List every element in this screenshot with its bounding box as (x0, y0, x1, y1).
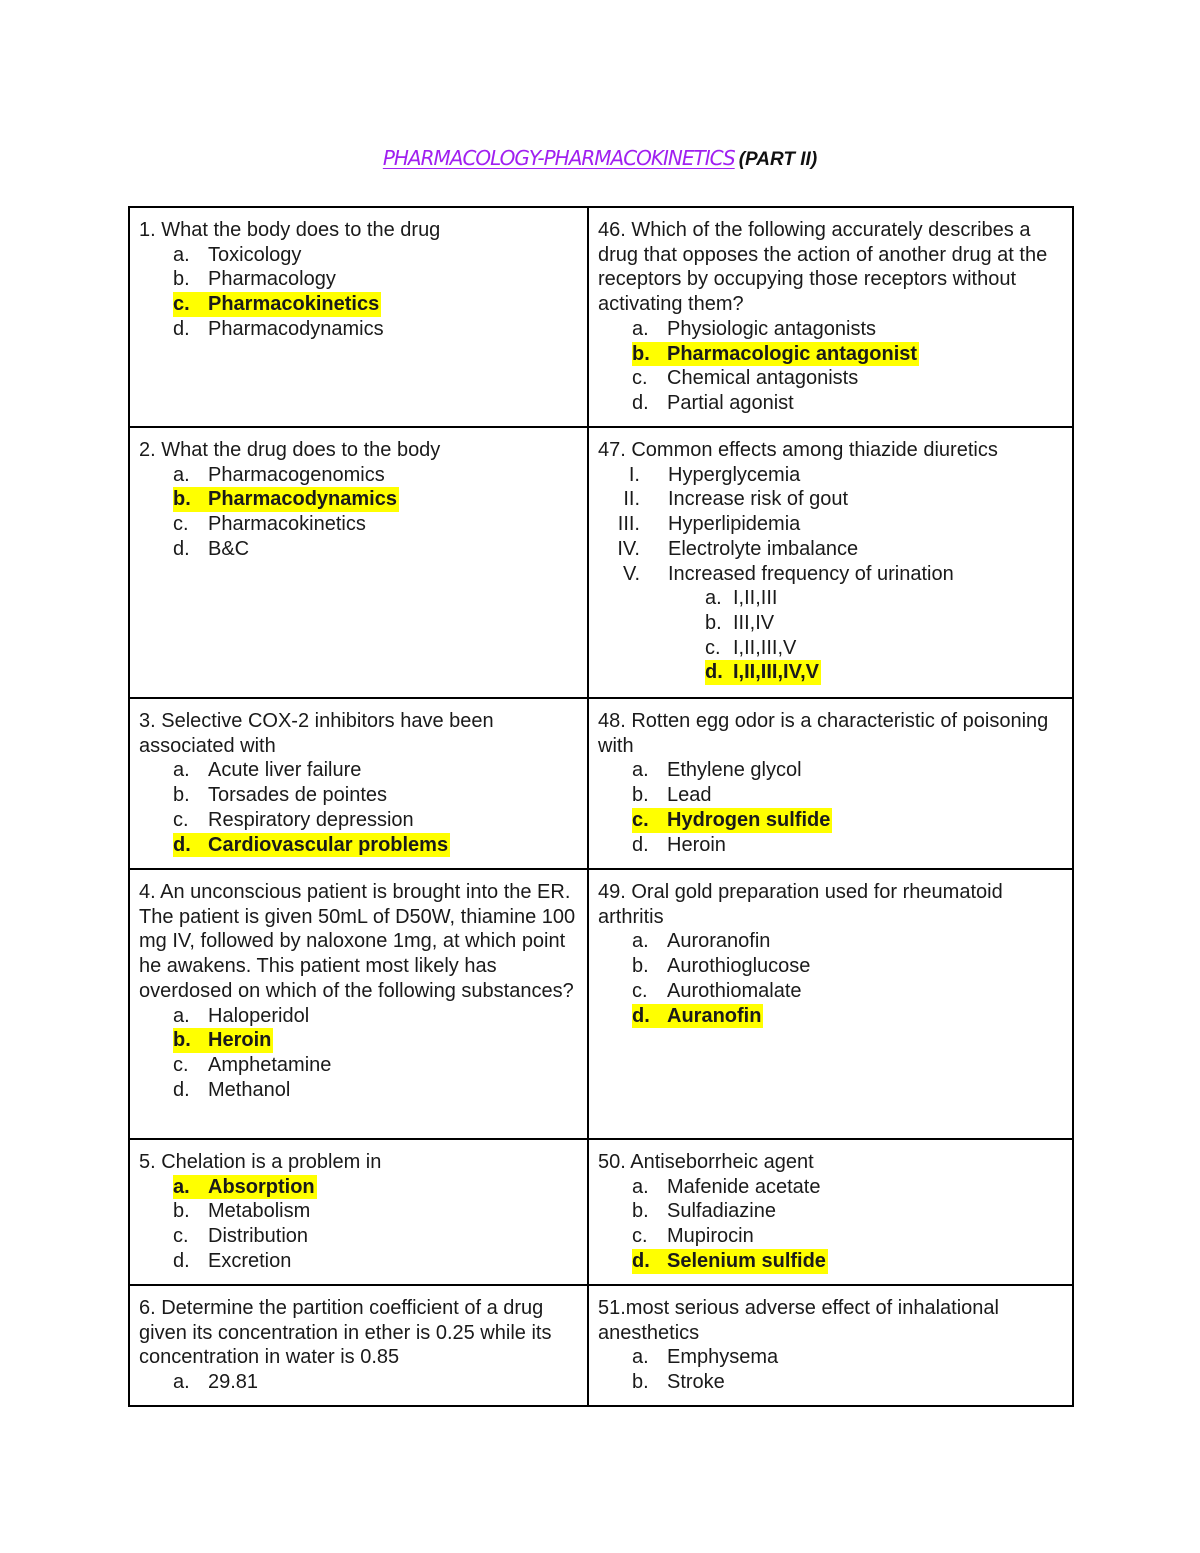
option-a: a. Physiologic antagonists (632, 317, 877, 340)
option-c: c. Pharmacokinetics (173, 513, 366, 536)
statement-iv: IV. Electrolyte imbalance (617, 537, 859, 560)
question-cell-49 (588, 869, 1073, 1139)
statements-list (598, 463, 1064, 587)
question-text: 47. Common effects among thiazide diuretics (598, 439, 998, 461)
option-b-answer: b. Pharmacodynamics (173, 488, 397, 511)
option-b-answer: b. Pharmacologic antagonist (632, 342, 918, 365)
option-a: a. Ethylene glycol (632, 759, 802, 782)
option-d-answer: d. Selenium sulfide (632, 1249, 826, 1272)
option-b: b. Metabolism (173, 1200, 311, 1223)
question-text: 5. Chelation is a problem in (139, 1151, 382, 1173)
option-a: a. Acute liver failure (173, 759, 362, 782)
question-text: 6. Determine the partition coefficient of a drug given its concentration in ether is 0.25 while its concentration in water is 0.85 (139, 1297, 552, 1369)
option-b: b. Torsades de pointes (173, 784, 388, 807)
option-d: d. B&C (173, 537, 250, 560)
options-list (598, 1175, 1064, 1274)
question-cell-47 (588, 427, 1073, 698)
option-d: d. Excretion (173, 1249, 292, 1272)
question-text: 50. Antiseborrheic agent (598, 1151, 814, 1173)
options-list (139, 243, 579, 342)
options-list (139, 463, 579, 562)
option-a: a. Pharmacogenomics (173, 463, 385, 486)
option-c: c. Chemical antagonists (632, 367, 859, 390)
options-list (139, 758, 579, 857)
table-row (129, 698, 1073, 869)
options-list (139, 1004, 579, 1103)
title-part: (PART II) (738, 149, 818, 170)
question-cell-4 (129, 869, 588, 1139)
option-a: a. Emphysema (632, 1346, 779, 1369)
table-row (129, 869, 1073, 1139)
question-cell-5 (129, 1139, 588, 1285)
option-b: b. Stroke (632, 1371, 725, 1394)
question-text: 3. Selective COX-2 inhibitors have been associated with (139, 710, 494, 757)
question-cell-50 (588, 1139, 1073, 1285)
question-text: 4. An unconscious patient is brought into the ER. The patient is given 50mL of D50W, thiamine 100 mg IV, followed by naloxone 1mg, at which point he awakens. This patient most likely has overdosed on which of the following substances? (139, 881, 576, 1002)
option-d-answer: d. I,II,III,IV,V (705, 661, 819, 684)
statement-i: I. Hyperglycemia (628, 463, 801, 486)
options-list (598, 586, 1064, 685)
option-a: a. Auroranofin (632, 930, 771, 953)
question-text: 48. Rotten egg odor is a characteristic of poisoning with (598, 710, 1049, 757)
page-title (0, 143, 1200, 175)
question-cell-51 (588, 1285, 1073, 1406)
option-a: a. 29.81 (173, 1371, 259, 1394)
statement-ii: II. Increase risk of gout (623, 488, 849, 511)
question-cell-3 (129, 698, 588, 869)
question-text: 46. Which of the following accurately describes a drug that opposes the action of another drug at the receptors by occupying those receptors without activating them? (598, 219, 1048, 316)
question-cell-48 (588, 698, 1073, 869)
statement-iii: III. Hyperlipidemia (617, 513, 801, 536)
table-row (129, 427, 1073, 698)
option-d: d. Methanol (173, 1078, 291, 1101)
title-main: PHARMACOLOGY-PHARMACOKINETICS (382, 146, 735, 170)
options-list (598, 929, 1064, 1028)
option-b: b. Aurothioglucose (632, 955, 811, 978)
question-cell-6 (129, 1285, 588, 1406)
option-b: b. Lead (632, 784, 712, 807)
option-c-answer: c. Hydrogen sulfide (632, 808, 831, 831)
question-text: 51.most serious adverse effect of inhalational anesthetics (598, 1297, 999, 1344)
question-text: 49. Oral gold preparation used for rheumatoid arthritis (598, 881, 1003, 928)
option-b: b. III,IV (705, 611, 775, 634)
option-c: c. Distribution (173, 1225, 309, 1248)
option-c: c. Respiratory depression (173, 808, 414, 831)
option-b: b. Sulfadiazine (632, 1200, 776, 1223)
option-a: a. Toxicology (173, 243, 302, 266)
option-d: d. Pharmacodynamics (173, 317, 384, 340)
option-a: a. Haloperidol (173, 1004, 310, 1027)
option-a: a. I,II,III (705, 587, 778, 610)
option-d: d. Heroin (632, 833, 726, 856)
option-c: c. I,II,III,V (705, 636, 797, 659)
question-text: 1. What the body does to the drug (139, 219, 441, 241)
question-table (128, 206, 1074, 1407)
question-cell-2 (129, 427, 588, 698)
question-cell-1 (129, 207, 588, 427)
options-list (139, 1175, 579, 1274)
question-cell-46 (588, 207, 1073, 427)
option-d: d. Partial agonist (632, 391, 794, 414)
table-row (129, 1285, 1073, 1406)
option-c-answer: c. Pharmacokinetics (173, 293, 380, 316)
options-list (139, 1370, 579, 1395)
option-b-answer: b. Heroin (173, 1029, 272, 1052)
option-c: c. Amphetamine (173, 1053, 332, 1076)
options-list (598, 1345, 1064, 1394)
question-text: 2. What the drug does to the body (139, 439, 441, 461)
option-a: a. Mafenide acetate (632, 1175, 821, 1198)
option-b: b. Pharmacology (173, 268, 336, 291)
table-row (129, 207, 1073, 427)
options-list (598, 317, 1064, 416)
option-d-answer: d. Cardiovascular problems (173, 833, 449, 856)
options-list (598, 758, 1064, 857)
option-a-answer: a. Absorption (173, 1175, 315, 1198)
option-c: c. Mupirocin (632, 1225, 754, 1248)
option-d-answer: d. Auranofin (632, 1004, 762, 1027)
statement-v: V. Increased frequency of urination (622, 562, 954, 585)
option-c: c. Aurothiomalate (632, 979, 802, 1002)
table-row (129, 1139, 1073, 1285)
